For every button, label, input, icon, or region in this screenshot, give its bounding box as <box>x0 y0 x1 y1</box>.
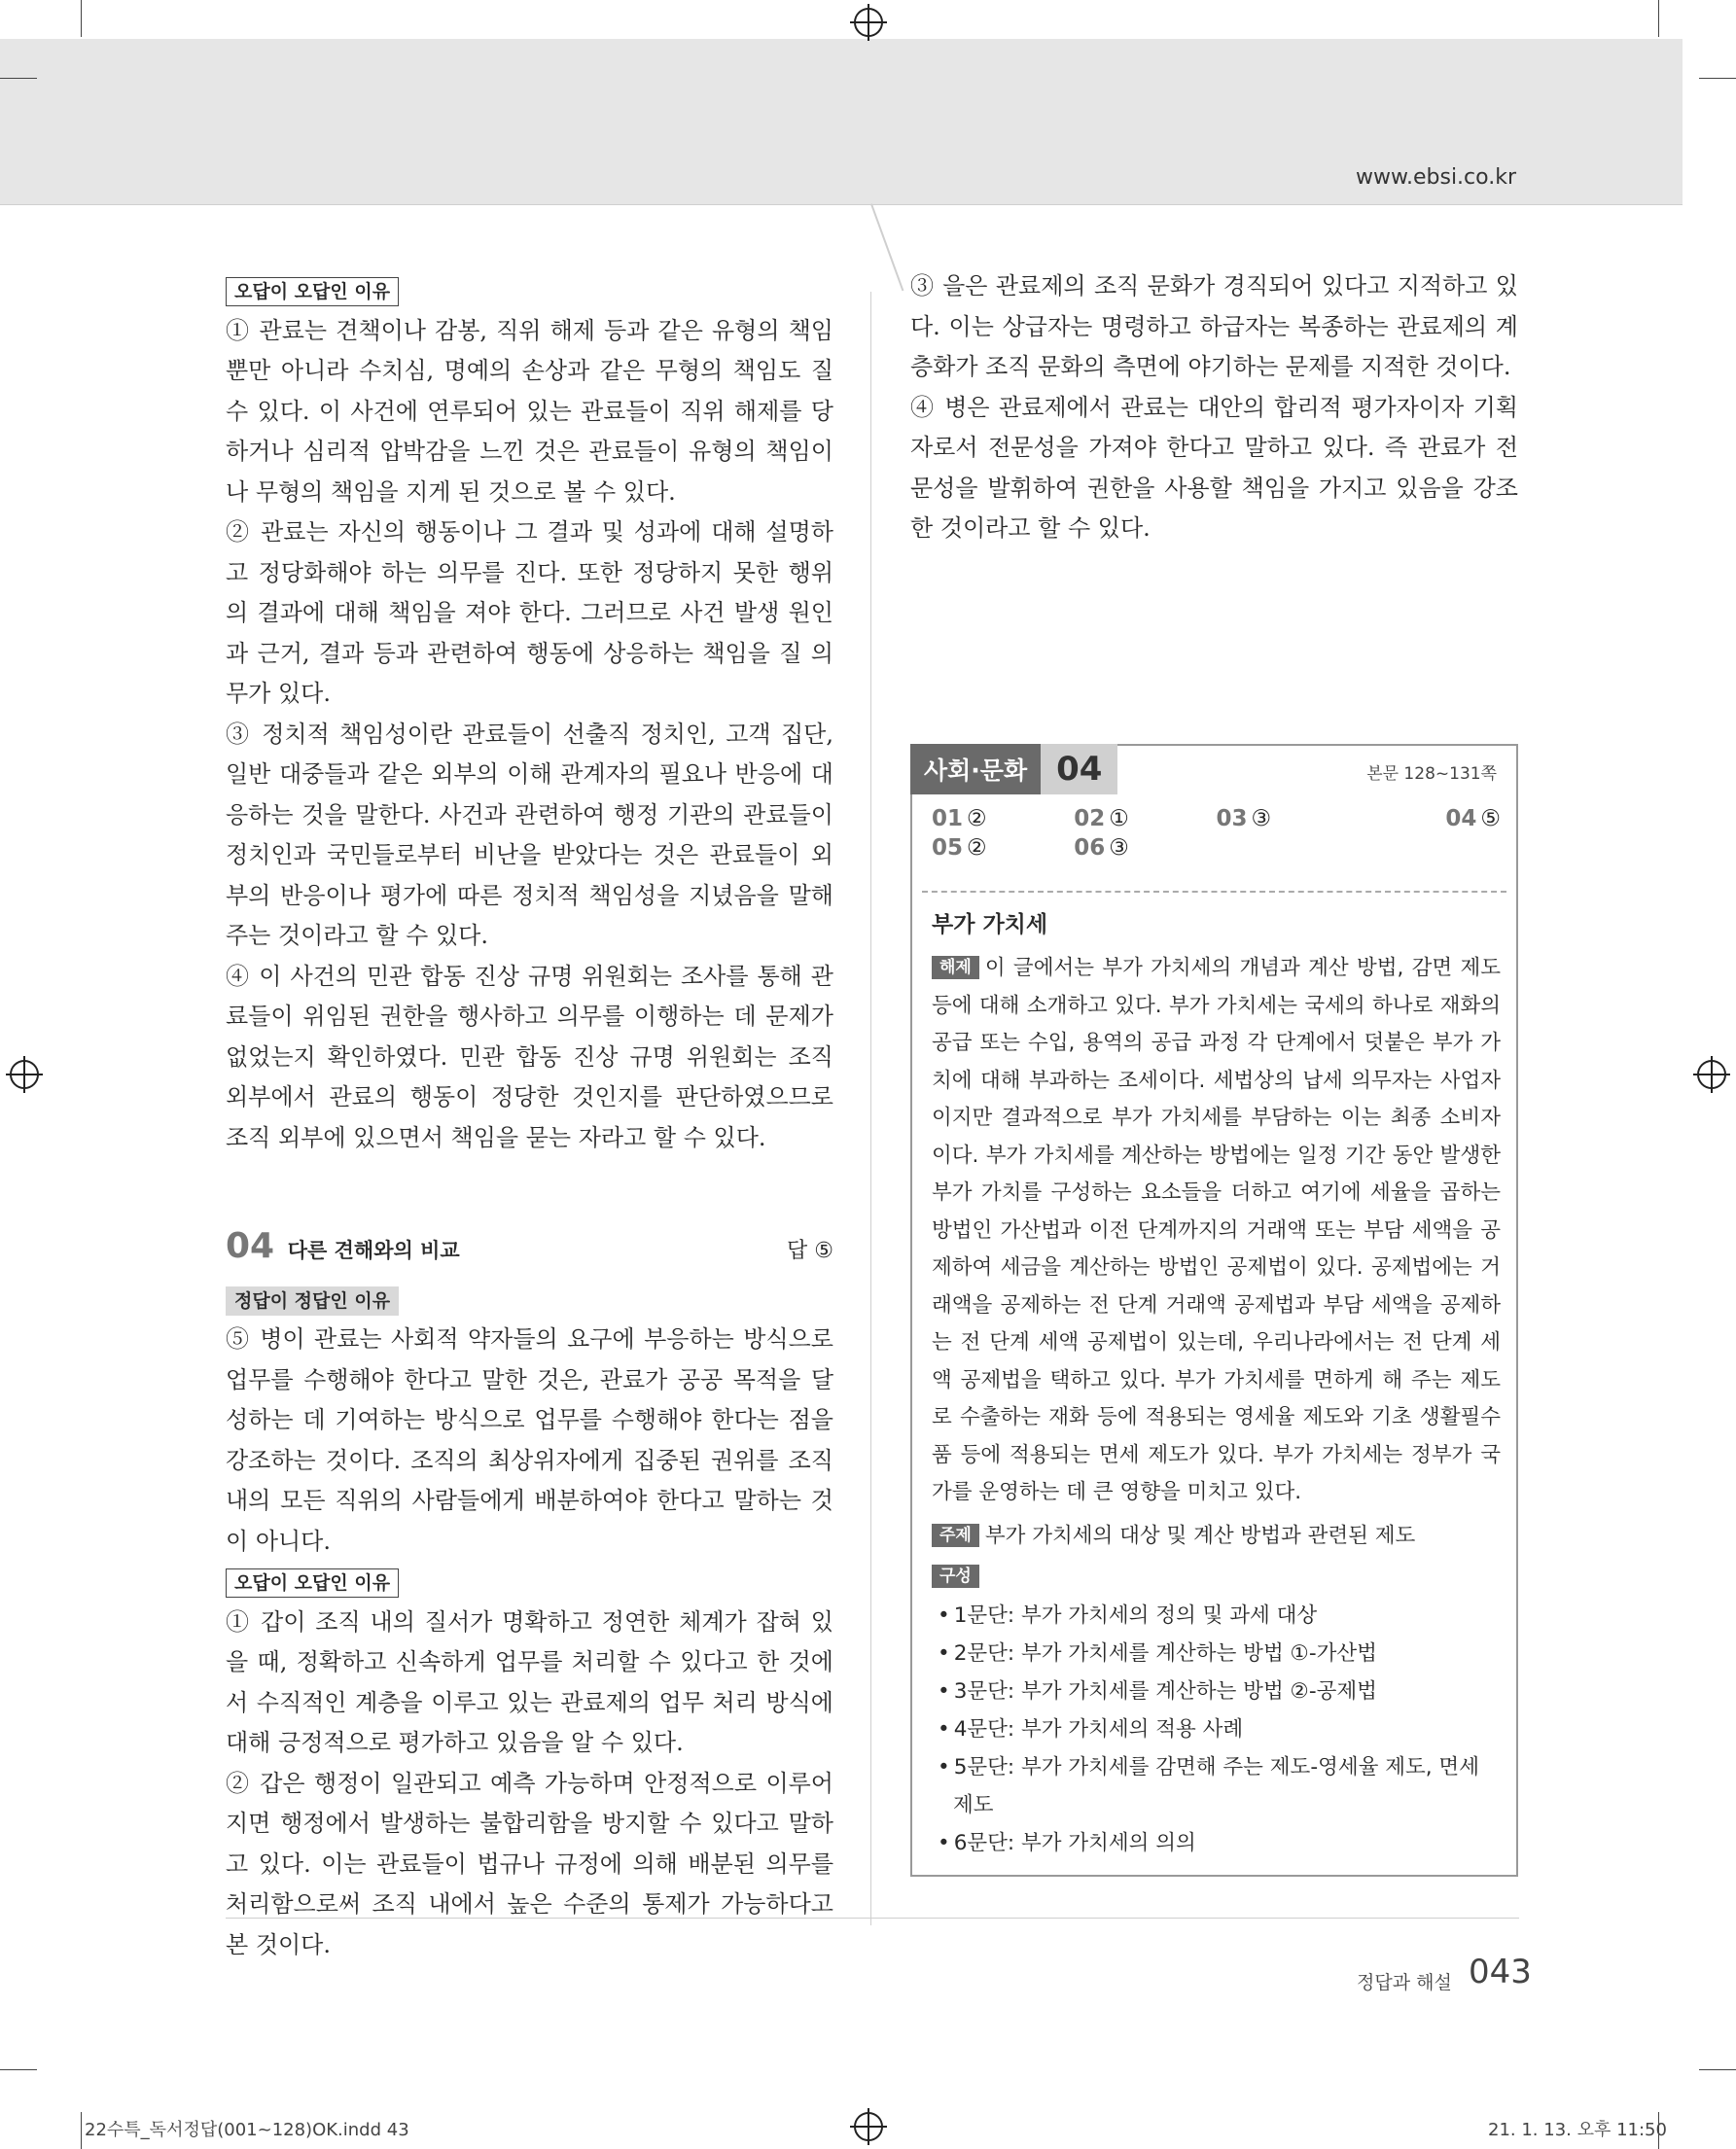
answer-item: 04 ⑤ <box>1445 806 1501 831</box>
site-url: www.ebsi.co.kr <box>1356 165 1516 190</box>
answer-item: 05 ② <box>932 835 987 861</box>
header-divider <box>0 204 1683 205</box>
registration-mark-top <box>854 8 883 37</box>
crop-mark <box>1699 2069 1736 2070</box>
structure-item: • 6문단: 부가 가치세의 의의 <box>932 1824 1501 1862</box>
wrong-answer-tag: 오답이 오답인 이유 <box>226 1568 399 1598</box>
answer-box <box>910 744 1518 1877</box>
structure-item: • 2문단: 부가 가치세를 계산하는 방법 ①-가산법 <box>932 1635 1501 1673</box>
crop-mark <box>81 2112 82 2149</box>
wrong-answer-tag: 오답이 오답인 이유 <box>226 277 399 306</box>
question-title: 다른 견해와의 비교 <box>287 1239 460 1262</box>
summary-text: 이 글에서는 부가 가치세의 개념과 계산 방법, 감면 제도 등에 대해 소개하고 있다. 부가 가치세는 국세의 하나로 재화의 공급 또는 수입, 용역의 공급 과정 각 단계에서 덧붙은 부가 가치에 대해 부과하는 조세이다. 세법상의 납세 의무자는 사업자이지만 결과적으로 부가 가치세를 부담하는 이는 최종 소비자이다. 부가 가치세를 계산하는 방법에는 일정 기간 동안 발생한 부가 가치를 구성하는 요소들을 더하고 여기에 세율을 곱하는 방법인 가산법과 이전 단계까지의 거래액 또는 부담 세액을 공제하여 세금을 계산하는 방법인 공제법이 있다. 공제법에는 거래액을 공제하는 전 단계 거래액 공제법과 부담 세액을 공제하는 전 단계 세액 공제법이 있는데, 우리나라에서는 전 단계 세액 공제법을 택하고 있다. 부가 가치세를 면하게 해 주는 제도로 수출하는 재화 등에 적용되는 영세율 제도와 기초 생활필수품 등에 적용되는 면세 제도가 있다. 부가 가치세는 정부가 국가를 운영하는 데 큰 영향을 미치고 있다. <box>932 956 1501 1504</box>
dashed-divider <box>922 891 1506 893</box>
question-heading <box>226 1226 833 1272</box>
structure-list <box>932 1597 1501 1862</box>
paragraph: ⑤ 병이 관료는 사회적 약자들의 요구에 부응하는 방식으로 업무를 수행해야 한다고 말한 것은, 관료가 공공 목적을 달성하는 데 기여하는 방식으로 업무를 수행해야 한다는 점을 강조하는 것이다. 조직의 최상위자에게 집중된 권위를 조직 내의 모든 직위의 사람들에게 배분하여야 한다고 말하는 것이 아니다. <box>226 1325 833 1555</box>
registration-mark-right <box>1697 1060 1726 1089</box>
question-number: 04 <box>226 1226 275 1266</box>
page-reference: 본문 128~131쪽 <box>1366 764 1497 784</box>
question-answer: 답 ⑤ <box>787 1239 833 1263</box>
section-number: 04 <box>1041 744 1117 794</box>
answer-item: 01 ② <box>932 806 987 831</box>
structure-item: • 5문단: 부가 가치세를 감면해 주는 제도-영세율 제도, 면세 제도 <box>932 1748 1501 1824</box>
paragraph: ② 갑은 행정이 일관되고 예측 가능하며 안정적으로 이루어지면 행정에서 발생하는 불합리함을 방지할 수 있다고 말하고 있다. 이는 관료들이 법규나 규정에 의해 배분된 의무를 처리함으로써 조직 내에서 높은 수준의 통제가 가능하다고 본 것이다. <box>226 1769 833 1958</box>
print-date: 21. 1. 13. 오후 11:50 <box>1488 2120 1667 2140</box>
paragraph: ④ 병은 관료제에서 관료는 대안의 합리적 평가자이자 기획자로서 전문성을 가져야 한다고 말하고 있다. 즉 관료가 전문성을 발휘하여 권한을 사용할 책임을 가지고 있음을 강조한 것이라고 할 수 있다. <box>910 393 1518 542</box>
print-filename: 22수특_독서정답(001~128)OK.indd 43 <box>85 2120 409 2140</box>
paragraph: ③ 을은 관료제의 조직 문화가 경직되어 있다고 지적하고 있다. 이는 상급자는 명령하고 하급자는 복종하는 관료제의 계층화가 조직 문화의 측면에 야기하는 문제를 지적한 것이다. <box>910 272 1518 380</box>
structure-chip: 구성 <box>932 1565 979 1588</box>
answer-item: 02 ① <box>1074 806 1129 831</box>
structure-item: • 3문단: 부가 가치세를 계산하는 방법 ②-공제법 <box>932 1673 1501 1710</box>
crop-mark <box>81 0 82 37</box>
footer-divider <box>226 1918 1519 1919</box>
summary-chip: 해제 <box>932 956 979 979</box>
answer-grid <box>932 806 1501 861</box>
paragraph: ② 관료는 자신의 행동이나 그 결과 및 성과에 대해 설명하고 정당화해야 하는 의무를 진다. 또한 정당하지 못한 행위의 결과에 대해 책임을 져야 한다. 그러므로 사건 발생 원인과 근거, 결과 등과 관련하여 행동에 상응하는 책임을 질 의무가 있다. <box>226 518 833 707</box>
theme-chip: 주제 <box>932 1524 979 1547</box>
answer-item: 06 ③ <box>1074 835 1129 861</box>
passage-summary <box>932 901 1501 1862</box>
crop-mark <box>1699 78 1736 79</box>
answer-item: 03 ③ <box>1216 806 1272 831</box>
box-tab <box>910 744 1117 794</box>
correct-answer-tag: 정답이 정답인 이유 <box>226 1286 399 1316</box>
section-label: 사회·문화 <box>910 744 1041 794</box>
paragraph: ③ 정치적 책임성이란 관료들이 선출직 정치인, 고객 집단, 일반 대중들과 같은 외부의 이해 관계자의 필요나 반응에 대응하는 것을 말한다. 사건과 관련하여 행정 기관의 관료들이 정치인과 국민들로부터 비난을 받았다는 것은 관료들이 외부의 반응이나 평가에 따른 정치적 책임성을 지녔음을 말해 주는 것이라고 할 수 있다. <box>226 720 833 949</box>
page-number: 043 <box>1469 1953 1532 1991</box>
passage-title: 부가 가치세 <box>932 912 1048 937</box>
structure-item: • 4문단: 부가 가치세의 적용 사례 <box>932 1710 1501 1748</box>
paragraph: ① 갑이 조직 내의 질서가 명확하고 정연한 체계가 잡혀 있을 때, 정확하고 신속하게 업무를 처리할 수 있다고 한 것에서 수직적인 계층을 이루고 있는 관료제의 업무 처리 방식에 대해 긍정적으로 평가하고 있음을 알 수 있다. <box>226 1607 833 1756</box>
registration-mark-bottom <box>854 2112 883 2141</box>
theme-paragraph <box>932 1518 1501 1556</box>
paragraph: ④ 이 사건의 민관 합동 진상 규명 위원회는 조사를 통해 관료들이 위임된 권한을 행사하고 의무를 이행하는 데 문제가 없었는지 확인하였다. 민관 합동 진상 규명 위원회는 조직 외부에서 관료의 행동이 정당한 것인지를 판단하였으므로 조직 외부에 있으면서 책임을 묻는 자라고 할 수 있다. <box>226 962 833 1151</box>
footer-label: 정답과 해설 <box>1357 1972 1452 1993</box>
paragraph: ① 관료는 견책이나 감봉, 직위 해제 등과 같은 유형의 책임뿐만 아니라 수치심, 명예의 손상과 같은 무형의 책임도 질 수 있다. 이 사건에 연루되어 있는 관료들이 직위 해제를 당하거나 심리적 압박감을 느낀 것은 관료들이 유형의 책임이나 무형의 책임을 지게 된 것으로 볼 수 있다. <box>226 316 833 506</box>
crop-mark <box>1658 0 1659 37</box>
structure-item: • 1문단: 부가 가치세의 정의 및 과세 대상 <box>932 1597 1501 1635</box>
left-column <box>226 270 833 1965</box>
column-divider-slant <box>870 203 903 291</box>
summary-paragraph <box>932 950 1501 1512</box>
right-column <box>910 266 1518 549</box>
theme-text: 부가 가치세의 대상 및 계산 방법과 관련된 제도 <box>984 1523 1416 1548</box>
crop-mark <box>0 2069 37 2070</box>
column-divider <box>870 292 871 1925</box>
registration-mark-left <box>10 1060 39 1089</box>
crop-mark <box>0 78 37 79</box>
